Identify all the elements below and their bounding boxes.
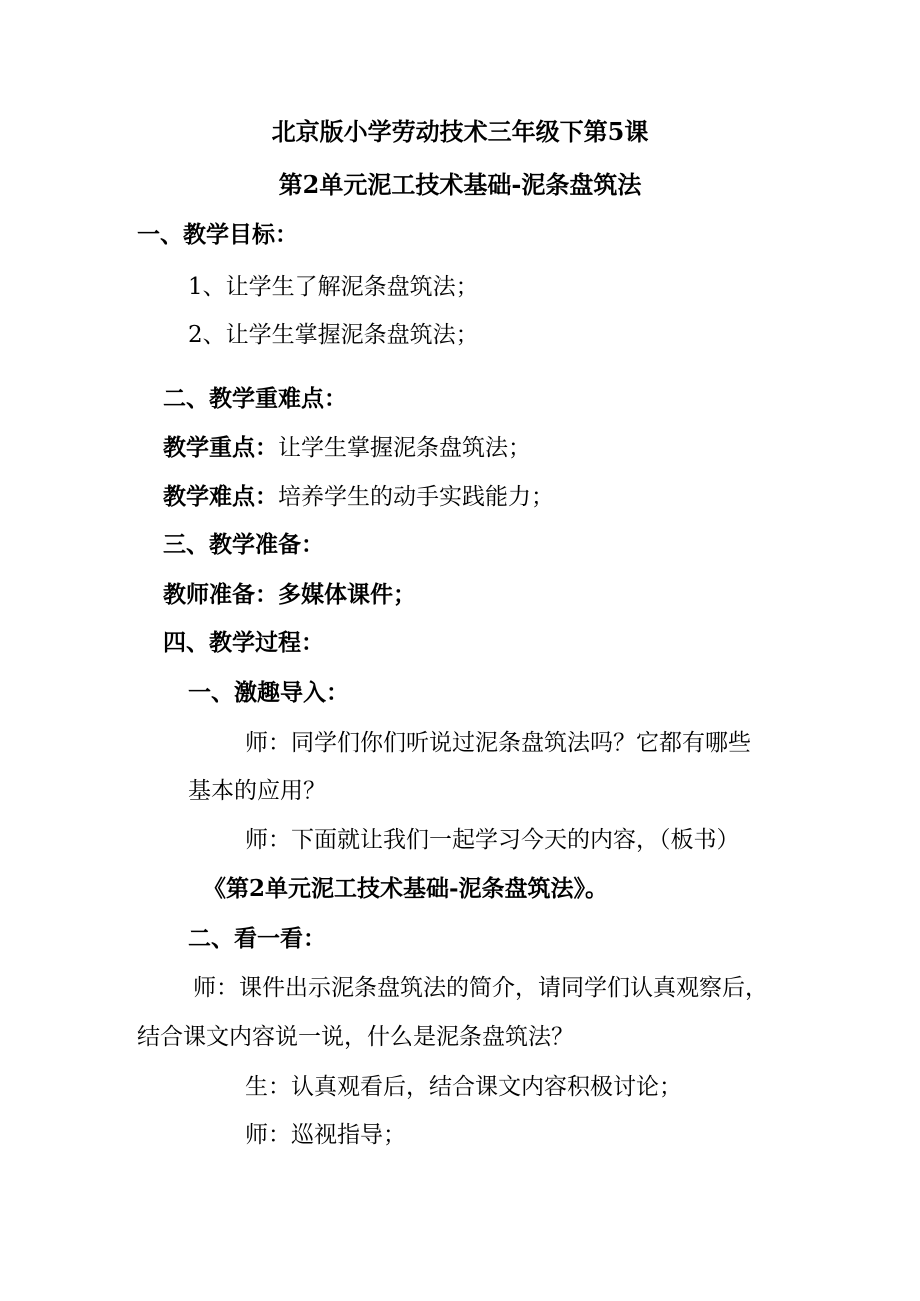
teacher-preparation-text: 多媒体课件； (278, 581, 416, 608)
intro-paragraph-1-line-1: 师：同学们你们听说过泥条盘筑法吗？它都有哪些 (245, 730, 751, 756)
objective-item-2: 2、让学生掌握泥条盘筑法； (188, 322, 479, 348)
key-point-row (163, 433, 531, 463)
intro-paragraph-2-line-2: 《第2单元泥工技术基础-泥条盘筑法》。 (203, 875, 609, 902)
document-subtitle: 第2单元泥工技术基础-泥条盘筑法 (278, 170, 642, 199)
section-heading-objectives: 一、教学目标： (137, 221, 298, 248)
section-heading-preparation: 三、教学准备： (163, 531, 324, 558)
observe-paragraph-1-line-1: 师：课件出示泥条盘筑法的简介，请同学们认真观察后， (193, 975, 768, 1001)
section-heading-process: 四、教学过程： (163, 629, 324, 656)
step-heading-intro: 一、激趣导入： (188, 679, 349, 706)
difficult-point-label: 教学难点： (163, 483, 278, 510)
intro-paragraph-2-line-1: 师：下面就让我们一起学习今天的内容，（板书） (245, 827, 740, 853)
key-point-label: 教学重点： (163, 434, 278, 461)
document-title: 北京版小学劳动技术三年级下第5课 (271, 117, 649, 146)
difficult-point-text: 培养学生的动手实践能力； (278, 484, 554, 510)
objective-item-1: 1、让学生了解泥条盘筑法； (188, 274, 479, 300)
observe-paragraph-3: 师：巡视指导； (245, 1122, 406, 1148)
step-heading-observe: 二、看一看： (188, 925, 326, 952)
teacher-preparation-label: 教师准备： (163, 581, 278, 608)
teacher-preparation-row (163, 580, 416, 610)
intro-paragraph-1-line-2: 基本的应用？ (188, 778, 326, 804)
key-point-text: 让学生掌握泥条盘筑法； (278, 435, 531, 461)
observe-paragraph-1-line-2: 结合课文内容说一说，什么是泥条盘筑法？ (137, 1024, 574, 1050)
section-heading-key-points: 二、教学重难点： (163, 385, 347, 412)
observe-paragraph-2: 生：认真观看后，结合课文内容积极讨论； (245, 1074, 682, 1100)
difficult-point-row (163, 482, 554, 512)
